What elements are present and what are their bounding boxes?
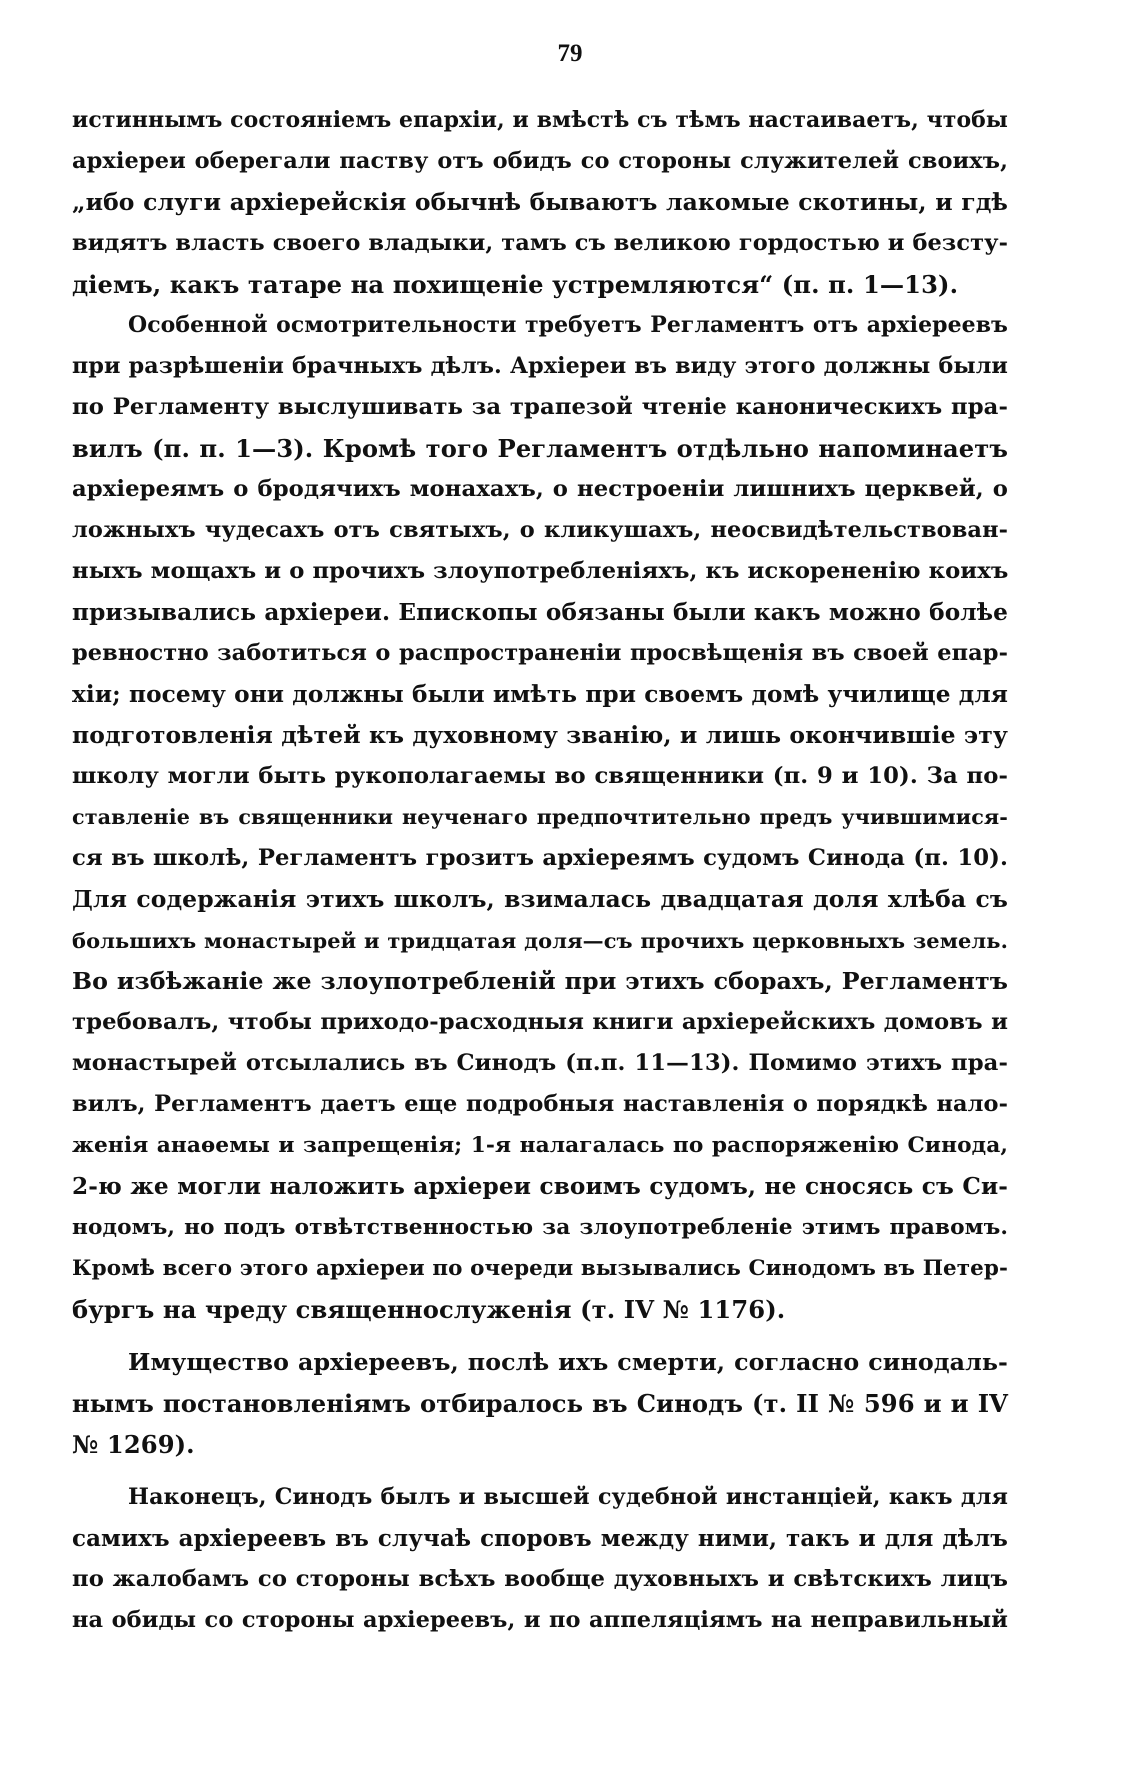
text-line: ревностно заботиться о распространеніи просвѣщенія въ своей епар- bbox=[72, 640, 1008, 666]
text-line: 2-ю же могли наложить архіереи своимъ судомъ, не сносясь съ Си- bbox=[72, 1173, 1008, 1200]
text-line: подготовленія дѣтей къ духовному званію, и лишь окончившіе эту bbox=[72, 721, 1008, 749]
text-line: вилъ (п. п. 1—3). Кромѣ того Регламентъ отдѣльно напоминаетъ bbox=[72, 434, 1008, 463]
paragraph bbox=[72, 305, 1008, 1330]
paragraph bbox=[72, 1342, 1008, 1465]
text-line: Наконецъ, Синодъ былъ и высшей судебной инстанціей, какъ для bbox=[128, 1484, 1008, 1510]
text-line: по Регламенту выслушивать за трапезой чтеніе каноническихъ пра- bbox=[72, 394, 1008, 420]
text-line: на обиды со стороны архіереевъ, и по аппеляціямъ на неправильный bbox=[72, 1607, 1008, 1633]
paragraph bbox=[72, 1477, 1008, 1641]
paragraph bbox=[72, 100, 1008, 305]
text-line: № 1269). bbox=[72, 1430, 195, 1459]
text-line: требовалъ, чтобы приходо-расходныя книги архіерейскихъ домовъ и bbox=[72, 1009, 1008, 1035]
text-line: видятъ власть своего владыки, тамъ съ великою гордостью и безсту- bbox=[72, 230, 1008, 256]
text-line: истиннымъ состояніемъ епархіи, и вмѣстѣ съ тѣмъ настаиваетъ, чтобы bbox=[72, 107, 1008, 133]
text-line: по жалобамъ со стороны всѣхъ вообще духовныхъ и свѣтскихъ лицъ bbox=[72, 1566, 1008, 1592]
text-line: хіи; посему они должны были имѣть при своемъ домѣ училище для bbox=[72, 681, 1008, 708]
text-line: вилъ, Регламентъ даетъ еще подробныя наставленія о порядкѣ нало- bbox=[72, 1091, 1008, 1117]
text-line: ся въ школѣ, Регламентъ грозитъ архіереямъ судомъ Синода (п. 10). bbox=[72, 845, 1008, 871]
text-line: большихъ монастырей и тридцатая доля—съ прочихъ церковныхъ земель. bbox=[72, 928, 1008, 953]
text-line: Во избѣжаніе же злоупотребленій при этихъ сборахъ, Регламентъ bbox=[72, 967, 1008, 995]
text-line: Кромѣ всего этого архіереи по очереди вызывались Синодомъ въ Петер- bbox=[72, 1256, 1008, 1281]
text-line: діемъ, какъ татаре на похищеніе устремляются“ (п. п. 1—13). bbox=[72, 270, 959, 299]
paragraph-gap bbox=[72, 1330, 1008, 1342]
text-line: Особенной осмотрительности требуетъ Регламентъ отъ архіереевъ bbox=[128, 312, 1008, 338]
text-line: архіереямъ о бродячихъ монахахъ, о нестроеніи лишнихъ церквей, о bbox=[72, 476, 1008, 502]
text-line: Имущество архіереевъ, послѣ ихъ смерти, согласно синодаль- bbox=[128, 1348, 1008, 1376]
text-line: ныхъ мощахъ и о прочихъ злоупотребленіяхъ, къ искорененію коихъ bbox=[72, 558, 1009, 584]
text-line: бургъ на чреду священнослуженія (т. IV № 1176). bbox=[72, 1295, 786, 1324]
text-line: самихъ архіереевъ въ случаѣ споровъ между ними, такъ и для дѣлъ bbox=[72, 1525, 1008, 1552]
text-line: ложныхъ чудесахъ отъ святыхъ, о кликушахъ, неосвидѣтельствован- bbox=[72, 517, 1008, 543]
text-line: „ибо слуги архіерейскія обычнѣ бываютъ лакомые скотины, и гдѣ bbox=[72, 188, 1008, 216]
text-line: призывались архіереи. Епископы обязаны были какъ можно болѣе bbox=[72, 599, 1008, 626]
text-line: при разрѣшеніи брачныхъ дѣлъ. Архіереи въ виду этого должны были bbox=[72, 353, 1008, 379]
body-text bbox=[72, 100, 1008, 1641]
text-line: женія анаѳемы и запрещенія; 1-я налагалась по распоряженію Синода, bbox=[72, 1133, 1008, 1158]
text-line: монастырей отсылались въ Синодъ (п.п. 11—13). Помимо этихъ пра- bbox=[72, 1050, 1008, 1076]
text-line: нымъ постановленіямъ отбиралось въ Синодъ (т. II № 596 и и IV bbox=[72, 1389, 1008, 1418]
text-line: ставленіе въ священники неученаго предпочтительно предъ учившимися- bbox=[72, 805, 1008, 829]
text-line: школу могли быть рукополагаемы во священники (п. 9 и 10). За по- bbox=[72, 763, 1008, 789]
page-number: 79 bbox=[557, 40, 583, 67]
text-line: Для содержанія этихъ школъ, взималась двадцатая доля хлѣба съ bbox=[72, 885, 1008, 913]
text-line: нодомъ, но подъ отвѣтственностью за злоупотребленіе этимъ правомъ. bbox=[72, 1215, 1008, 1240]
text-line: архіереи оберегали паству отъ обидъ со стороны служителей своихъ, bbox=[72, 148, 1008, 174]
paragraph-gap bbox=[72, 1465, 1008, 1477]
